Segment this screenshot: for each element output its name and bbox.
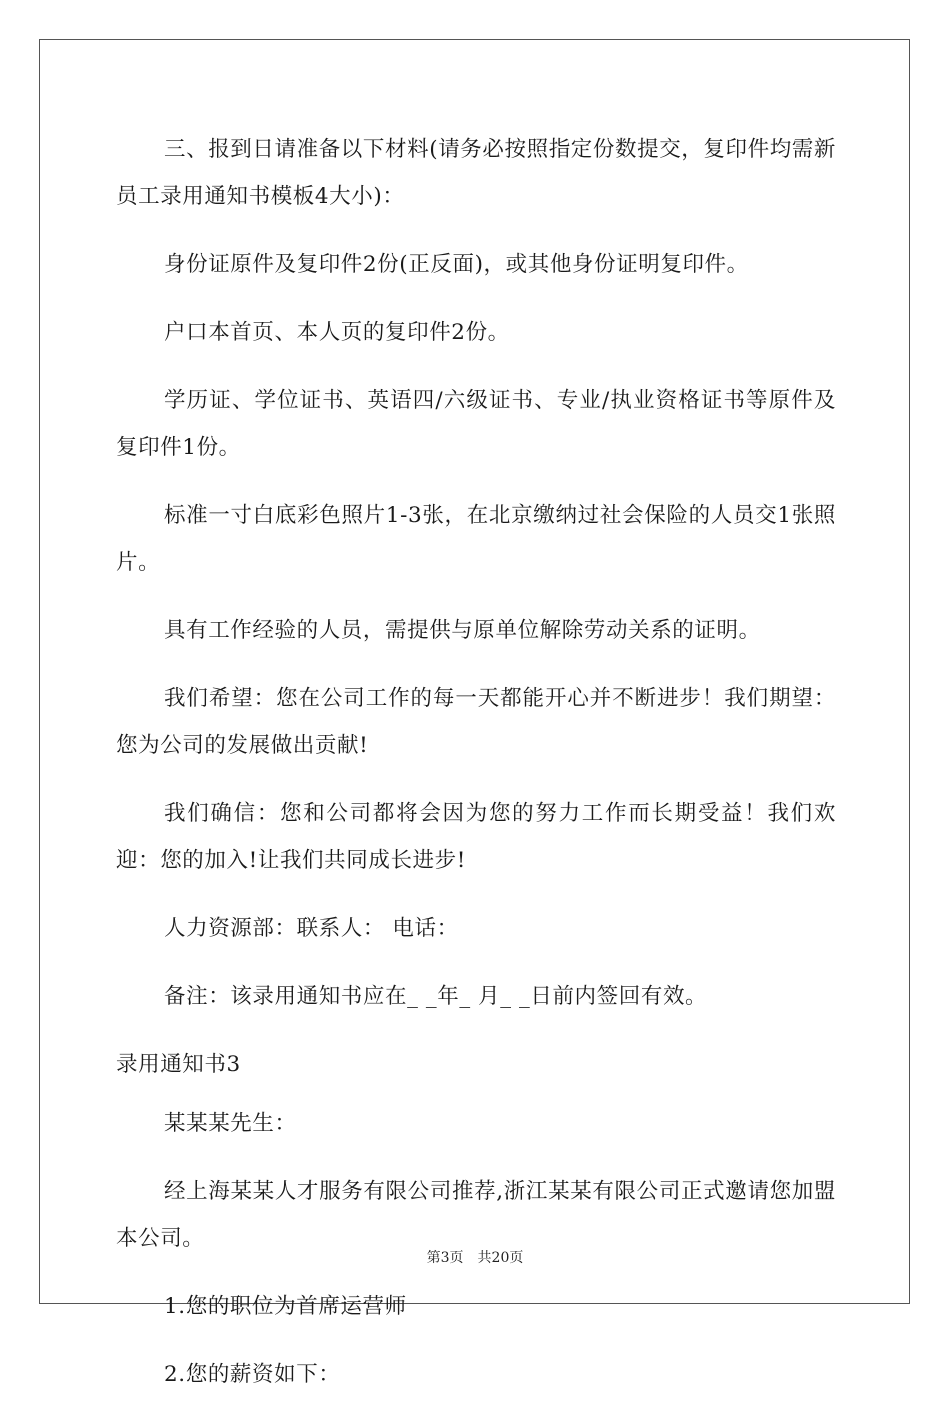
- section-title: 录用通知书3: [116, 1052, 241, 1077]
- page-number: 第3页: [426, 1250, 464, 1266]
- paragraph-work-experience: 具有工作经验的人员，需提供与原单位解除劳动关系的证明。: [164, 618, 761, 643]
- paragraph-photos: 标准一寸白底彩色照片1-3张，在北京缴纳过社会保险的人员交1张照片。: [116, 503, 836, 575]
- paragraph-certificates: 学历证、学位证书、英语四/六级证书、专业/执业资格证书等原件及复印件1份。: [116, 388, 836, 460]
- paragraph-household-register: 户口本首页、本人页的复印件2份。: [164, 320, 510, 345]
- page-total: 共20页: [477, 1250, 524, 1266]
- paragraph-invitation: 经上海某某人才服务有限公司推荐,浙江某某有限公司正式邀请您加盟本公司。: [116, 1179, 836, 1251]
- paragraph-id-card: 身份证原件及复印件2份(正反面)，或其他身份证明复印件。: [164, 252, 749, 277]
- paragraph-hr-contact: 人力资源部：联系人： 电话：: [164, 916, 459, 941]
- paragraph-remark: 备注：该录用通知书应在_ _年_ 月_ _日前内签回有效。: [164, 984, 708, 1009]
- paragraph-salutation: 某某某先生：: [164, 1111, 297, 1136]
- paragraph-we-believe: 我们确信：您和公司都将会因为您的努力工作而长期受益！我们欢迎：您的加入!让我们共同成长进步!: [116, 801, 836, 873]
- page-footer: [0, 1247, 950, 1267]
- paragraph-we-hope: 我们希望：您在公司工作的每一天都能开心并不断进步！我们期望：您为公司的发展做出贡献!: [116, 686, 836, 758]
- paragraph-position: 1.您的职位为首席运营师: [164, 1294, 407, 1319]
- paragraph-materials-intro: 三、报到日请准备以下材料(请务必按照指定份数提交，复印件均需新员工录用通知书模板4大小)：: [116, 137, 836, 209]
- document-body: [116, 126, 836, 1419]
- paragraph-salary: 2.您的薪资如下：: [164, 1362, 341, 1387]
